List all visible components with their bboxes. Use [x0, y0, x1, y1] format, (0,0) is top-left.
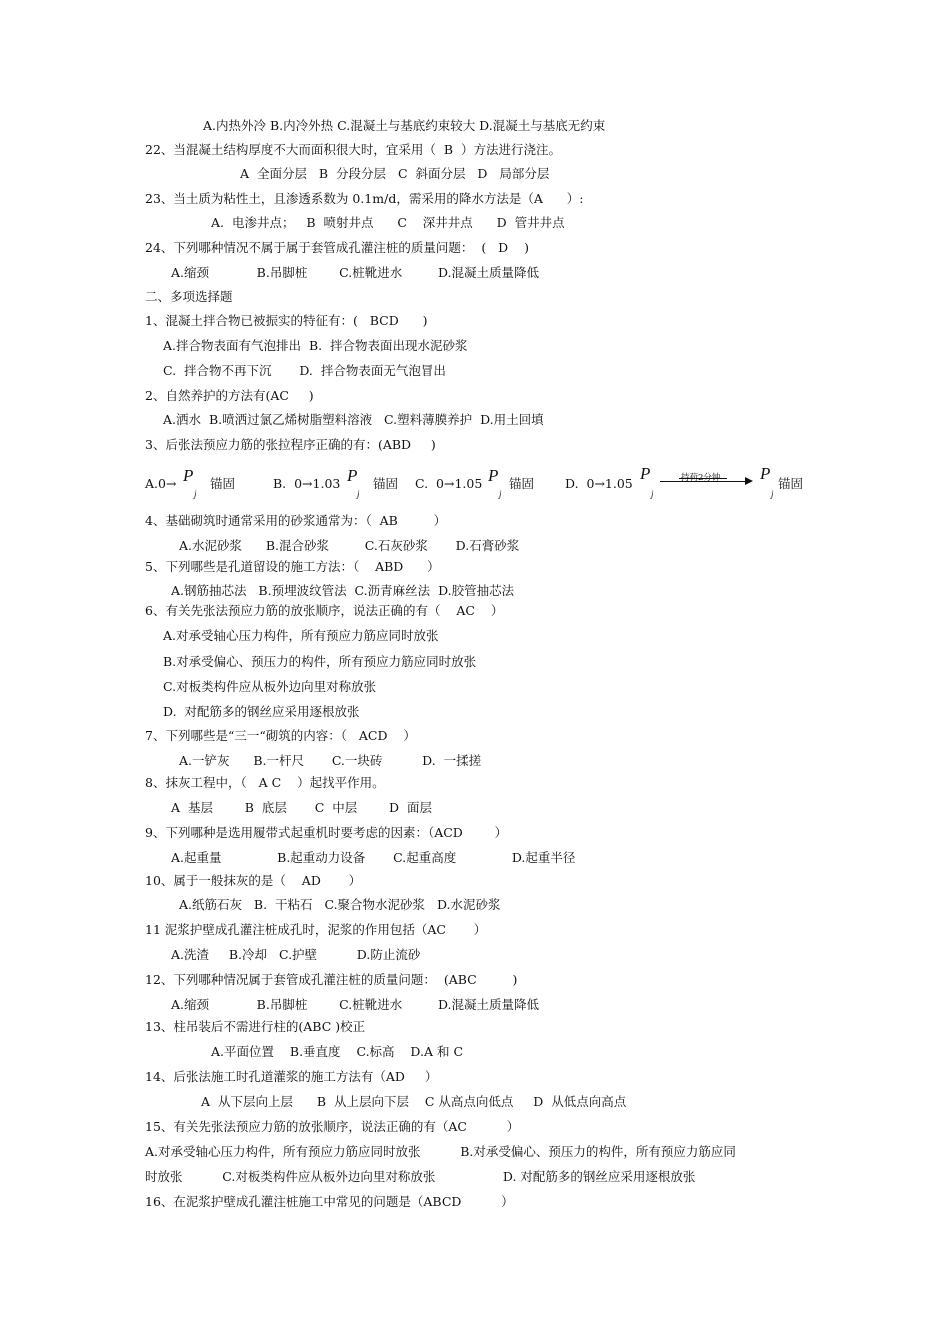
q24-options: A.缩颈 B.吊脚桩 C.桩靴进水 D.混凝土质量降低 [171, 265, 540, 280]
m1-options-cd: C. 拌合物不再下沉 D. 拌合物表面无气泡冒出 [163, 363, 446, 378]
m3-option-d-subscript: j [651, 489, 654, 499]
m3-option-c-subscript: j [499, 489, 502, 499]
m15-options-line-2: 时放张 C.对板类构件应从板外边向里对称放张 D. 对配筋多的钢丝应采用逐根放张 [145, 1169, 696, 1184]
m6-option-a: A.对承受轴心压力构件，所有预应力筋应同时放张 [163, 628, 439, 643]
m1-options-ab: A.拌合物表面有气泡排出 B. 拌合物表面出现水泥砂浆 [163, 338, 468, 353]
m6-option-b: B.对承受偏心、预压力的构件，所有预应力筋应同时放张 [163, 654, 477, 669]
m6-option-d: D. 对配筋多的钢丝应采用逐根放张 [163, 704, 360, 719]
m16-question: 16、在泥浆护壁成孔灌注桩施工中常见的问题是（ABCD ） [145, 1194, 514, 1209]
q22-question: 22、当混凝土结构厚度不大而面积很大时，宜采用（ B ）方法进行浇注。 [145, 142, 561, 157]
m3-hold-note-strike [679, 478, 727, 479]
m15-question: 15、有关先张法预应力筋的放张顺序，说法正确的有（AC ） [145, 1119, 520, 1134]
m12-question: 12、下列哪种情况属于套管成孔灌注桩的质量问题： (ABC ) [145, 972, 518, 987]
m13-options: A.平面位置 B.垂直度 C.标高 D.A 和 C [211, 1044, 464, 1059]
m8-question: 8、抹灰工程中，（ A C ）起找平作用。 [145, 775, 385, 790]
m2-options: A.洒水 B.喷洒过氯乙烯树脂塑料溶液 C.塑料薄膜养护 D.用土回填 [163, 412, 544, 427]
m7-options: A.一铲灰 B.一杆尺 C.一块砖 D. 一揉搓 [179, 753, 482, 768]
m3-option-c-prefix: C. 0→1.05 [415, 476, 483, 491]
m1-question: 1、混凝土拌合物已被振实的特征有：( BCD ) [145, 313, 428, 328]
m3-option-d-subscript-2: j [771, 489, 774, 499]
m3-option-b-symbol: P [347, 466, 358, 485]
m5-question: 5、下列哪些是孔道留设的施工方法：（ ABD ） [145, 559, 440, 574]
m11-options: A.洗渣 B.冷却 C.护壁 D.防止流砂 [171, 947, 421, 962]
m3-option-d-symbol-2: P [760, 464, 771, 483]
q21-options: A.内热外冷 B.内冷外热 C.混凝土与基底约束较大 D.混凝土与基底无约束 [203, 118, 606, 133]
m3-option-b-anchor: 锚固 [373, 476, 399, 491]
m7-question: 7、下列哪些是“三一“砌筑的内容：（ ACD ） [145, 728, 416, 743]
q24-question: 24、下列哪种情况不属于属于套管成孔灌注桩的质量问题： ( D ) [145, 240, 529, 255]
m5-options: A.钢筋抽芯法 B.预埋波纹管法 C.沥青麻丝法 D.胶管抽芯法 [171, 583, 515, 598]
q23-options: A. 电渗井点； B 喷射井点 C 深井井点 D 管井井点 [211, 215, 565, 230]
m3-arrow-line [660, 481, 746, 482]
m3-arrow-head-icon [745, 477, 753, 485]
m3-option-c-anchor: 锚固 [509, 476, 535, 491]
m15-options-line-1: A.对承受轴心压力构件，所有预应力筋应同时放张 B.对承受偏心、预压力的构件，所有预应力筋应同 [145, 1144, 736, 1159]
m6-option-c: C.对板类构件应从板外边向里对称放张 [163, 679, 377, 694]
section-heading: 二、多项选择题 [145, 289, 233, 304]
m3-option-d-anchor: 锚固 [778, 476, 804, 491]
m9-question: 9、下列哪种是选用履带式起重机时要考虑的因素：（ACD ） [145, 825, 508, 840]
m13-question: 13、柱吊装后不需进行柱的(ABC )校正 [145, 1019, 366, 1034]
m14-options: A 从下层向上层 B 从上层向下层 C 从高点向低点 D 从低点向高点 [201, 1094, 627, 1109]
m3-question: 3、后张法预应力筋的张拉程序正确的有：(ABD ) [145, 437, 436, 452]
m3-hold-note: 持荷2分钟 [681, 473, 721, 483]
m3-option-a-anchor: 锚固 [210, 476, 236, 491]
m14-question: 14、后张法施工时孔道灌浆的施工方法有（AD ） [145, 1069, 438, 1084]
m4-options: A.水泥砂浆 B.混合砂浆 C.石灰砂浆 D.石膏砂浆 [179, 538, 520, 553]
m3-option-d-symbol: P [640, 464, 651, 483]
q23-question: 23、当土质为粘性土，且渗透系数为 0.1m/d，需采用的降水方法是（A ）: [145, 191, 584, 206]
m3-option-c-symbol: P [488, 466, 499, 485]
m10-question: 10、属于一般抹灰的是（ AD ） [145, 873, 362, 888]
m9-options: A.起重量 B.起重动力设备 C.起重高度 D.起重半径 [171, 850, 576, 865]
q22-options: A 全面分层 B 分段分层 C 斜面分层 D 局部分层 [240, 166, 550, 181]
m8-options: A 基层 B 底层 C 中层 D 面层 [171, 800, 432, 815]
m3-option-a-symbol: P [183, 466, 194, 485]
m4-question: 4、基础砌筑时通常采用的砂浆通常为：（ AB ） [145, 513, 447, 528]
m10-options: A.纸筋石灰 B. 干粘石 C.聚合物水泥砂浆 D.水泥砂浆 [179, 897, 501, 912]
m3-option-b-subscript: j [357, 489, 360, 499]
m3-option-b-prefix: B. 0→1.03 [273, 476, 341, 491]
m2-question: 2、自然养护的方法有(AC ) [145, 388, 314, 403]
m11-question: 11 泥浆护壁成孔灌注桩成孔时，泥浆的作用包括（AC ） [145, 922, 487, 937]
m3-option-d-prefix: D. 0→1.05 [565, 476, 633, 491]
m6-question: 6、有关先张法预应力筋的放张顺序，说法正确的有（ AC ） [145, 603, 504, 618]
m12-options: A.缩颈 B.吊脚桩 C.桩靴进水 D.混凝土质量降低 [171, 997, 540, 1012]
m3-option-a-subscript: j [194, 489, 197, 499]
m3-option-a-prefix: A.0→ [145, 476, 177, 491]
